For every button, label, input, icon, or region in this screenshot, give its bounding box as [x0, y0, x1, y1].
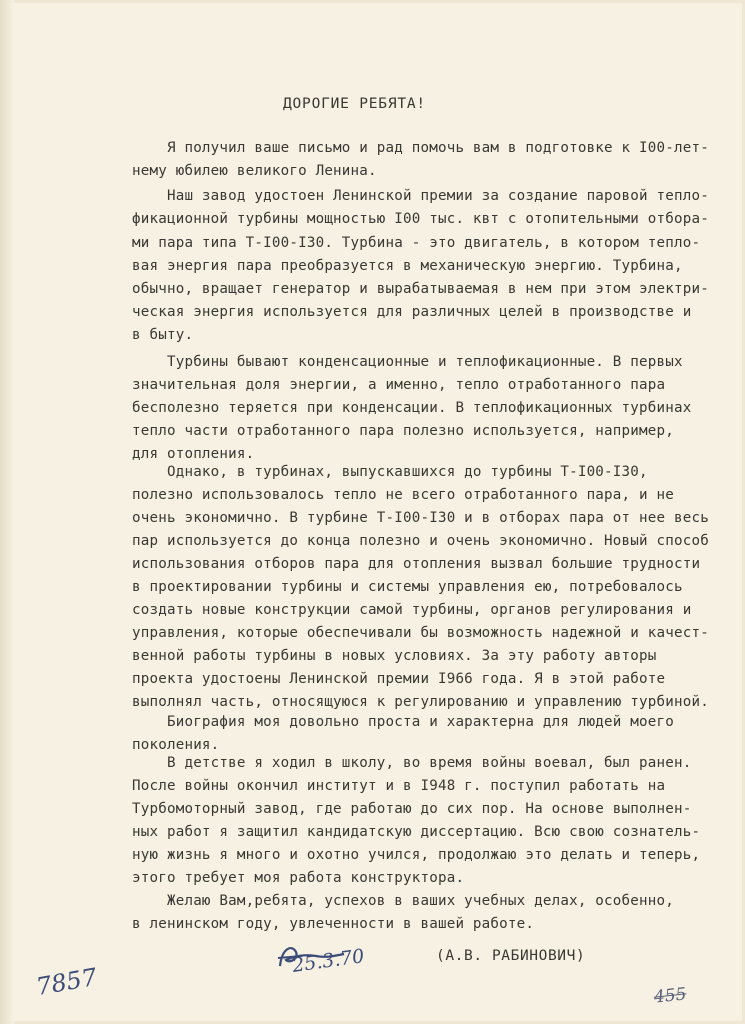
letter-line: в быту.: [132, 327, 194, 343]
letter-line: проекта удостоены Ленинской премии I966 года. Я в этой работе: [132, 671, 666, 687]
letter-line: этого требует моя работа конструктора.: [132, 870, 465, 886]
letter-line: значительная доля энергии, а именно, тепло отработанного пара: [132, 377, 666, 393]
letter-line: венной работы турбины в новых условиях. За эту работу авторы: [132, 648, 657, 664]
handwritten-bottom-note: 455: [653, 984, 688, 1008]
letter-line: поколения.: [132, 737, 220, 753]
letter-line: ми пара типа Т-I00-I30. Турбина - это двигатель, в котором тепло-: [132, 235, 701, 251]
letter-line: для отопления.: [132, 446, 255, 462]
paper-edge: [0, 0, 14, 1024]
letter-line: Биография моя довольно проста и характерна для людей моего: [132, 714, 674, 730]
handwritten-archive-number: 7857: [34, 962, 100, 1002]
signature-name: (А.В. РАБИНОВИЧ): [436, 948, 586, 964]
handwritten-date: 25.3.70: [290, 945, 366, 977]
letter-line: Желаю Вам,ребята, успехов в ваших учебных делах, особенно,: [132, 893, 674, 909]
letter-line: использования отборов пара для отопления вызвал большие трудности: [132, 556, 701, 572]
letter-line: Турбины бывают конденсационные и теплофикационные. В первых: [132, 354, 683, 370]
letter-line: вая энергия пара преобразуется в механическую энергию. Турбина,: [132, 258, 683, 274]
letter-line: нему юбилею великого Ленина.: [132, 163, 377, 179]
letter-line: Наш завод удостоен Ленинской премии за создание паровой тепло-: [132, 188, 709, 204]
letter-line: выполнял часть, относящуюся к регулированию и управлению турбиной.: [132, 694, 709, 710]
letter-line: Однако, в турбинах, выпускавшихся до турбины Т-I00-I30,: [132, 464, 648, 480]
letter-line: в проектировании турбины и системы управления ею, потребовалось: [132, 579, 683, 595]
letter-title: ДОРОГИЕ РЕБЯТА!: [283, 96, 426, 112]
letter-line: ческая энергия используется для различных целей в производстве и: [132, 304, 692, 320]
letter-line: создать новые конструкции самой турбины, органов регулирования и: [132, 602, 692, 618]
letter-line: бесполезно теряется при конденсации. В теплофикационных турбинах: [132, 400, 692, 416]
letter-line: обычно, вращает генератор и вырабатываемая в нем при этом электри-: [132, 281, 709, 297]
letter-line: ных работ я защитил кандидатскую диссертацию. Всю свою сознатель-: [132, 824, 701, 840]
letter-line: очень экономично. В турбине Т-I00-I30 и в отборах пара от нее весь: [132, 510, 709, 526]
letter-line: управления, которые обеспечивали бы возможность надежной и качест-: [132, 625, 709, 641]
letter-line: фикационной турбины мощностью I00 тыс. квт с отопительными отбора-: [132, 211, 709, 227]
letter-line: ную жизнь я много и охотно учился, продолжаю это делать и теперь,: [132, 847, 701, 863]
letter-line: полезно использовалось тепло не всего отработанного пара, и не: [132, 487, 674, 503]
letter-line: Турбомоторный завод, где работаю до сих пор. На основе выполнен-: [132, 801, 692, 817]
letter-line: В детстве я ходил в школу, во время войны воевал, был ранен.: [132, 755, 692, 771]
letter-line: в ленинском году, увлеченности в вашей работе.: [132, 916, 535, 932]
letter-line: Я получил ваше письмо и рад помочь вам в подготовке к I00-лет-: [132, 140, 709, 156]
letter-line: пар используется до конца полезно и очень экономично. Новый способ: [132, 533, 709, 549]
letter-line: После войны окончил институт и в I948 г. поступил работать на: [132, 778, 666, 794]
letter-line: тепло части отработанного пара полезно используется, например,: [132, 423, 674, 439]
